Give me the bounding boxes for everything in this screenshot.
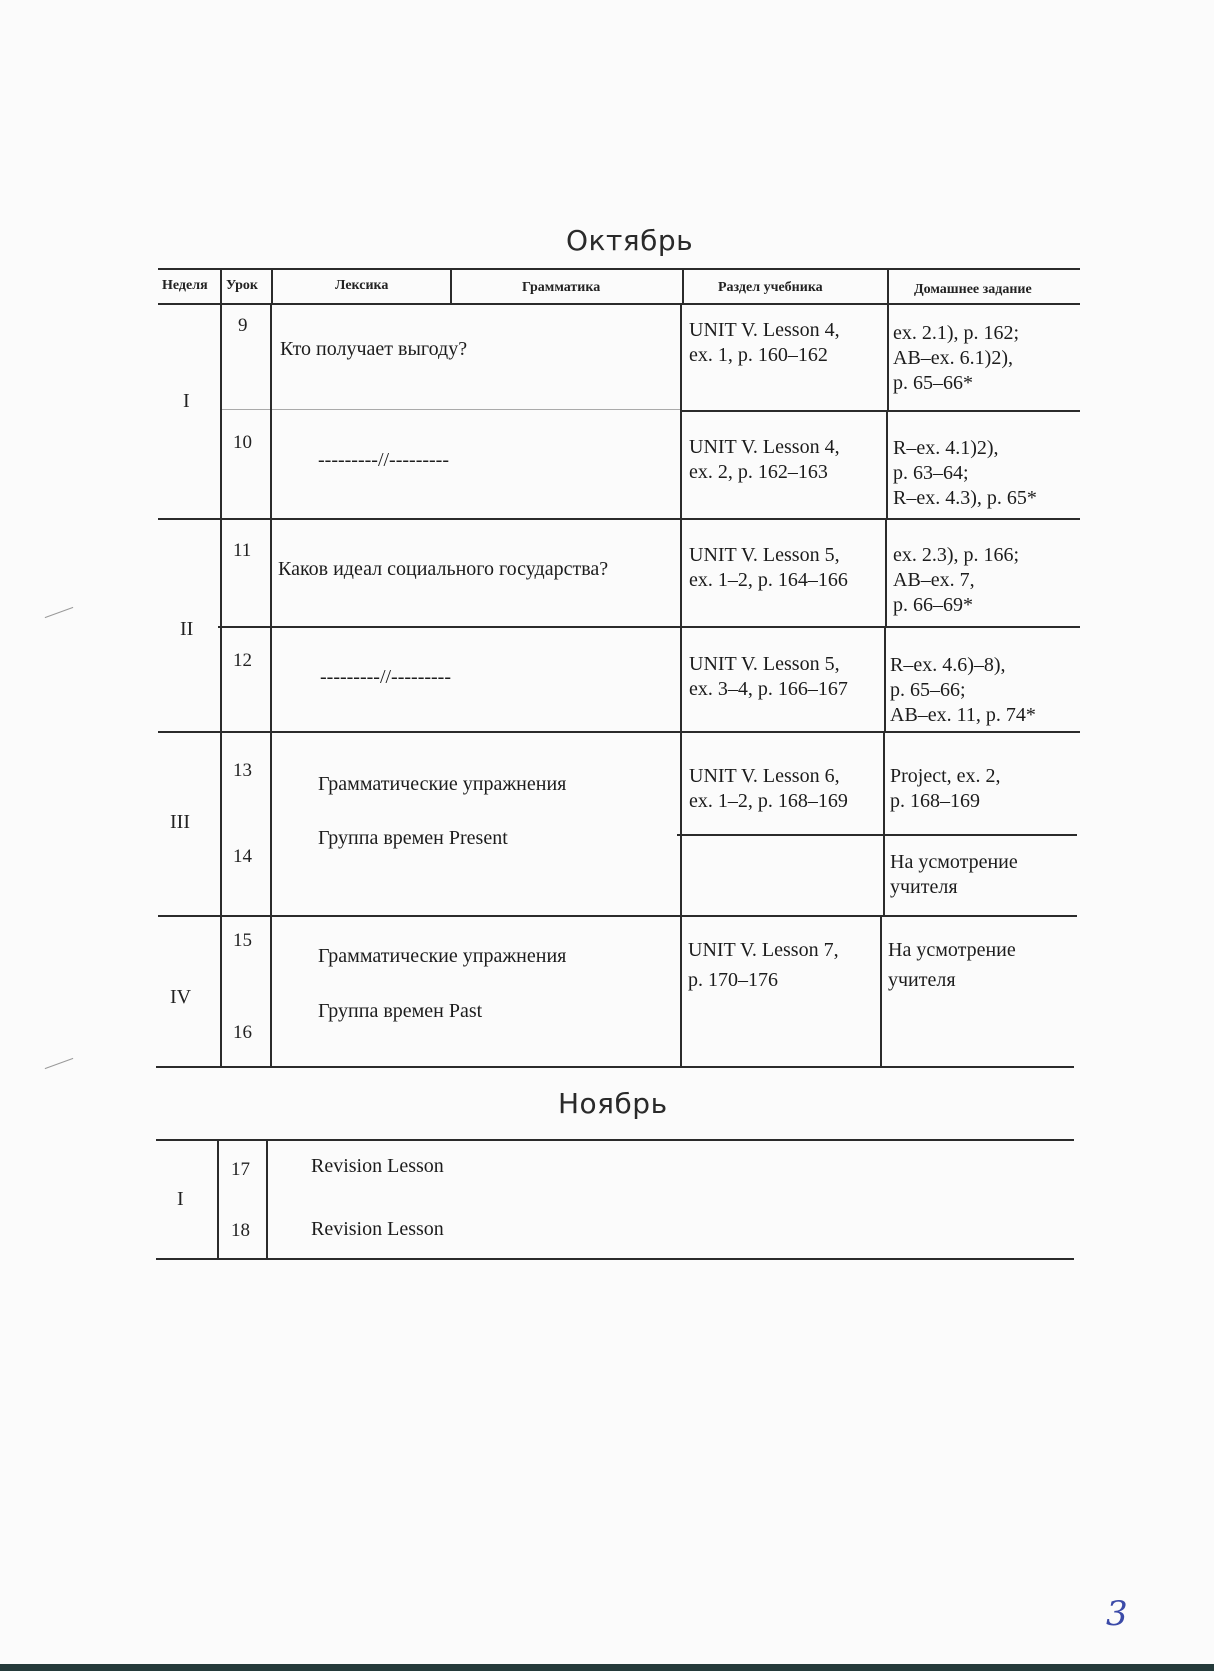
lesson-number: 16 bbox=[233, 1022, 252, 1043]
homework: Project, ex. 2, p. 168–169 bbox=[890, 765, 1001, 812]
page-number: 3 bbox=[1106, 1594, 1128, 1634]
header-grammar: Грамматика bbox=[522, 280, 601, 295]
lesson-number: 14 bbox=[233, 846, 252, 867]
textbook-section: UNIT V. Lesson 5, ex. 3–4, p. 166–167 bbox=[689, 653, 848, 700]
lesson-number: 15 bbox=[233, 930, 252, 951]
october-title: Октябрь bbox=[566, 224, 694, 257]
textbook-section: UNIT V. Lesson 4, ex. 1, p. 160–162 bbox=[689, 319, 840, 366]
scan-edge bbox=[0, 1664, 1214, 1671]
lesson-number: 10 bbox=[233, 432, 252, 453]
homework: На усмотрение учителя bbox=[888, 939, 1016, 991]
header-vocab: Лексика bbox=[335, 278, 389, 293]
lesson-number: 12 bbox=[233, 650, 252, 671]
lesson-number: 17 bbox=[231, 1159, 250, 1180]
header-week: Неделя bbox=[162, 278, 208, 293]
textbook-section: UNIT V. Lesson 5, ex. 1–2, p. 164–166 bbox=[689, 544, 848, 591]
lesson-topic: Каков идеал социального государства? bbox=[278, 558, 609, 580]
homework: ex. 2.1), p. 162; AB–ex. 6.1)2), p. 65–66* bbox=[893, 322, 1020, 394]
lesson-topic: Группа времен Present bbox=[318, 827, 508, 849]
homework: R–ex. 4.6)–8), p. 65–66; AB–ex. 11, p. 74* bbox=[890, 654, 1036, 726]
week-label: II bbox=[180, 618, 194, 640]
lesson-topic: Кто получает выгоду? bbox=[280, 338, 468, 360]
lesson-number: 18 bbox=[231, 1220, 250, 1241]
lesson-topic: ---------//--------- bbox=[320, 666, 451, 688]
lesson-number: 11 bbox=[233, 540, 252, 561]
week-label: I bbox=[177, 1188, 184, 1210]
lesson-topic: Грамматические упражнения bbox=[318, 773, 567, 795]
lesson-topic: ---------//--------- bbox=[318, 449, 449, 471]
lesson-number: 9 bbox=[238, 315, 248, 336]
week-label: IV bbox=[170, 986, 192, 1008]
lesson-number: 13 bbox=[233, 760, 252, 781]
week-label: III bbox=[170, 811, 190, 833]
header-section: Раздел учебника bbox=[718, 280, 823, 295]
lesson-topic: Грамматические упражнения bbox=[318, 945, 567, 967]
lesson-topic: Revision Lesson bbox=[311, 1218, 444, 1240]
homework: На усмотрение учителя bbox=[890, 851, 1018, 898]
scan-mark bbox=[45, 607, 74, 618]
scan-mark bbox=[45, 1058, 74, 1069]
week-label: I bbox=[183, 390, 190, 412]
lesson-topic: Revision Lesson bbox=[311, 1155, 444, 1177]
textbook-section: UNIT V. Lesson 4, ex. 2, p. 162–163 bbox=[689, 436, 840, 483]
textbook-section: UNIT V. Lesson 7, p. 170–176 bbox=[688, 939, 839, 991]
header-homework: Домашнее задание bbox=[914, 282, 1032, 297]
homework: R–ex. 4.1)2), p. 63–64; R–ex. 4.3), p. 65* bbox=[893, 437, 1037, 509]
homework: ex. 2.3), p. 166; AB–ex. 7, p. 66–69* bbox=[893, 544, 1020, 616]
header-lesson: Урок bbox=[226, 278, 258, 293]
lesson-topic: Группа времен Past bbox=[318, 1000, 483, 1022]
textbook-section: UNIT V. Lesson 6, ex. 1–2, p. 168–169 bbox=[689, 765, 848, 812]
november-title: Ноябрь bbox=[558, 1087, 668, 1120]
